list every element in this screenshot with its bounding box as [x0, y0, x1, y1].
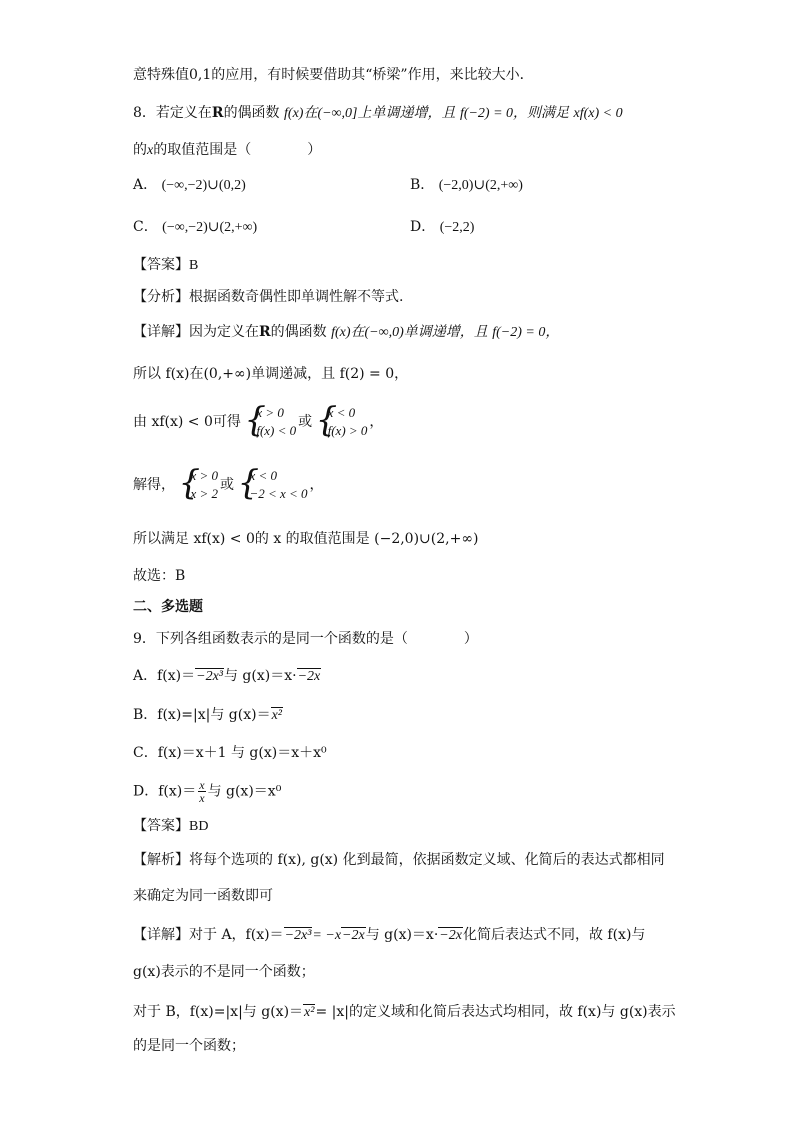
sqrt: −2x³ — [196, 669, 223, 684]
row: f(x) > 0 — [327, 423, 368, 438]
explanation-9-line-2 — [133, 887, 273, 905]
tag: 【答案】 — [133, 257, 189, 273]
math: R — [211, 105, 224, 121]
text: 或 — [298, 414, 313, 430]
analysis-8 — [133, 288, 403, 306]
system-3 — [181, 467, 218, 503]
label: C． — [133, 219, 158, 235]
option-a — [133, 176, 246, 195]
option-d — [410, 218, 474, 237]
section-heading — [133, 598, 203, 616]
text: 9．下列各组函数表示的是同一个函数的是（ ） — [133, 631, 478, 647]
detail-9-line-3 — [133, 1003, 676, 1022]
text: 的取值范围是（ ） — [153, 142, 322, 158]
text: 化简后表达式不同，故 f(x)与 — [462, 927, 646, 943]
text: 由 xf(x) < 0可得 — [133, 414, 241, 430]
math: (−2,0)∪(2,+∞) — [438, 178, 523, 193]
row: { x > 0 — [256, 405, 284, 420]
tag: 【答案】 — [133, 818, 189, 834]
row: { x > 0 — [190, 468, 218, 483]
sqrt: x² — [271, 708, 283, 723]
q9-option-a — [133, 667, 321, 686]
math: f(−2) = 0， — [492, 325, 560, 340]
question-8-line-1 — [133, 104, 623, 123]
fraction — [198, 779, 205, 804]
option-c — [133, 218, 257, 237]
text: 来确定为同一函数即可 — [133, 888, 273, 904]
label: B． — [410, 177, 435, 193]
text: 意特殊值0,1的应用，有时候要借助其“桥梁”作用，来比较大小． — [133, 67, 534, 83]
text: 或 — [220, 477, 234, 493]
text: B．f(x)=|x|与 g(x)＝ — [133, 707, 271, 723]
question-9 — [133, 630, 478, 648]
system-2 — [319, 404, 368, 440]
system-4 — [240, 467, 307, 503]
sqrt: −2x³ — [284, 928, 312, 943]
text: B — [189, 258, 199, 273]
math: (−∞,−2)∪(2,+∞) — [162, 220, 258, 235]
text: C．f(x)＝x＋1 与 g(x)＝x＋x⁰ — [133, 745, 327, 761]
row: −2 < x < 0 — [249, 486, 308, 501]
answer-9 — [133, 817, 208, 836]
sqrt: −2x — [342, 928, 365, 943]
detail-8-line-4 — [133, 467, 324, 503]
explanation-9-line-1 — [133, 851, 665, 869]
text-line-1 — [133, 66, 534, 84]
math: xf(x) < 0 — [573, 106, 623, 121]
math: x — [147, 143, 154, 158]
detail-8-line-2 — [133, 365, 408, 383]
text: 与 g(x)＝x· — [365, 927, 439, 943]
q9-option-b — [133, 706, 283, 725]
text: ， — [309, 477, 324, 493]
text: A．f(x)＝ — [133, 668, 196, 684]
row: { x < 0 — [327, 405, 356, 420]
text: 故选：B — [133, 568, 186, 584]
label: A． — [133, 177, 158, 193]
text: 的 — [133, 142, 147, 158]
row: f(x) < 0 — [256, 423, 297, 438]
detail-9-line-4 — [133, 1037, 245, 1055]
text: BD — [189, 819, 209, 834]
text: D．f(x)＝ — [133, 783, 197, 800]
q9-option-c — [133, 744, 327, 762]
answer-8 — [133, 256, 198, 275]
text: 对于 A，f(x)＝ — [189, 927, 284, 943]
text: g(x)表示的不是同一个函数； — [133, 964, 315, 980]
math: (−2,2) — [439, 220, 475, 235]
heading: 二、多选题 — [133, 599, 203, 615]
text: 与 g(x)＝x⁰ — [207, 783, 282, 800]
sqrt: −2x — [297, 669, 321, 684]
math: f(x)在(−∞,0)单调递增，且 — [331, 325, 488, 340]
tag: 【详解】 — [133, 324, 189, 340]
label: D． — [410, 219, 436, 235]
text: 与 g(x)＝x· — [223, 668, 297, 684]
detail-8-line-3 — [133, 404, 383, 440]
detail-9-line-1 — [133, 926, 645, 945]
question-8-line-2 — [133, 141, 321, 160]
text: 解得， — [133, 477, 175, 493]
text: 的偶函数 — [223, 105, 280, 121]
tag: 【详解】 — [133, 927, 189, 943]
sqrt: −2x — [439, 928, 462, 943]
text: 的是同一个函数； — [133, 1038, 245, 1054]
sqrt: x² — [304, 1005, 315, 1020]
math: = −x — [312, 928, 342, 943]
text: = |x|的定义域和化简后表达式均相同，故 f(x)与 g(x)表示 — [315, 1004, 676, 1020]
tag: 【解析】 — [133, 852, 189, 868]
denominator: x — [199, 791, 205, 805]
row: x > 2 — [190, 486, 218, 501]
math: f(x)在(−∞,0]上单调递增，且 — [284, 106, 456, 121]
text: 因为定义在 — [189, 324, 259, 340]
text: ， — [369, 414, 384, 430]
text: 所以 f(x)在(0,+∞)单调递减，且 f(2) = 0， — [133, 366, 409, 382]
text: 所以满足 xf(x) < 0的 x 的取值范围是 (−2,0)∪(2,+∞) — [133, 531, 479, 547]
text: 将每个选项的 f(x), g(x) 化到最简，依据函数定义域、化简后的表达式都相同 — [189, 852, 665, 868]
system-1 — [247, 404, 296, 440]
detail-8-line-1 — [133, 323, 559, 342]
detail-8-line-6 — [133, 567, 185, 585]
row: { x < 0 — [249, 468, 277, 483]
detail-8-line-5 — [133, 530, 478, 548]
math: f(−2) = 0，则满足 — [459, 106, 570, 121]
text: 的偶函数 — [270, 324, 327, 340]
text: 根据函数奇偶性即单调性解不等式. — [189, 289, 404, 305]
option-b — [410, 176, 523, 195]
tag: 【分析】 — [133, 289, 189, 305]
q9-option-d — [133, 779, 281, 804]
math: R — [259, 324, 271, 340]
math: (−∞,−2)∪(0,2) — [161, 178, 246, 193]
text: 8．若定义在 — [133, 105, 212, 121]
text: 对于 B，f(x)=|x|与 g(x)＝ — [133, 1004, 304, 1020]
detail-9-line-2 — [133, 963, 315, 981]
numerator: x — [199, 778, 205, 792]
